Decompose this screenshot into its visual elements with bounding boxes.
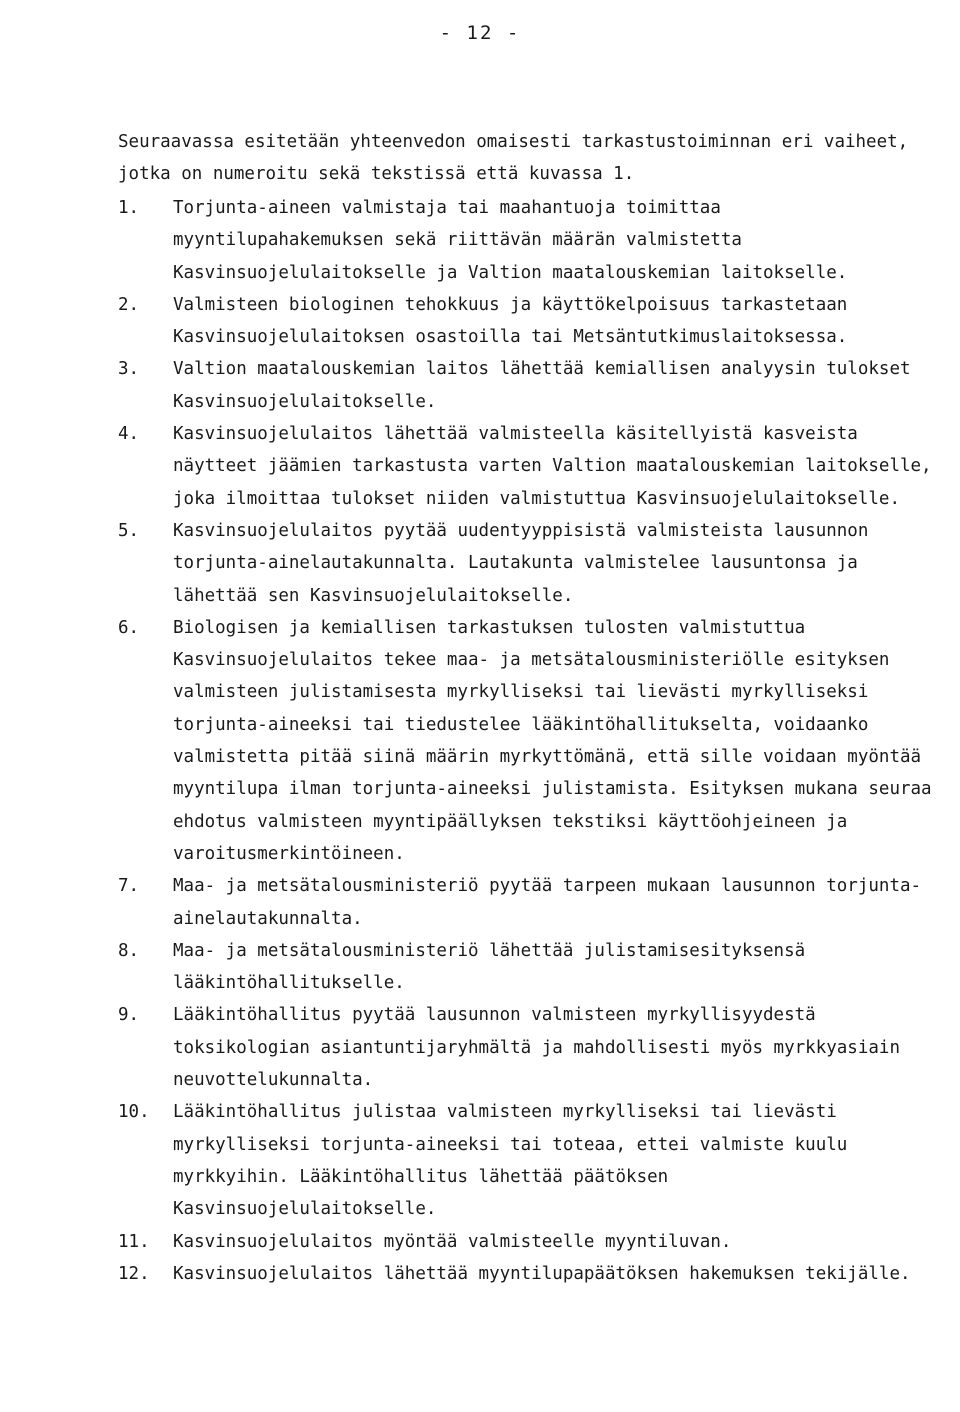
step-text: Maa- ja metsätalousministeriö lähettää julistamisesityksensä lääkintöhallitukselle. (173, 940, 806, 994)
step-number: 5. (118, 520, 140, 541)
step-text: Lääkintöhallitus julistaa valmisteen myrkylliseksi tai lievästi myrkylliseksi torjunta-aineeksi tai toteaa, ettei valmiste kuulu myrkkyihin. Lääkintöhallitus lähettää päätöksen Kasvinsuojelulaitokselle. (173, 1102, 848, 1220)
step-number: 4. (118, 424, 140, 445)
step-number: 7. (118, 876, 140, 897)
step-text: Biologisen ja kemiallisen tarkastuksen tulosten valmistuttua Kasvinsuojelulaitos tekee maa- ja metsätalousministeriölle esityksen valmisteen julistamisesta myrkylliseksi tai lievästi myrkylliseksi torjunta-aineeksi tai tiedustelee lääkintöhallitukselta, voidaanko valmistetta pitää siinä määrin myrkyttömänä, että sille voidaan myöntää myyntilupa ilman torjunta-aineeksi julistamista. Esityksen mukana seuraa ehdotus valmisteen myyntipäällyksen tekstiksi käyttöohjeineen ja varoitusmerkintöineen. (173, 617, 932, 864)
process-steps-list (118, 192, 940, 1290)
step-item-9 (118, 999, 940, 1096)
step-number: 11. (118, 1231, 150, 1252)
step-text: Kasvinsuojelulaitos lähettää valmisteella käsitellyistä kasveista näytteet jäämien tarkastusta varten Valtion maatalouskemian laitokselle, joka ilmoittaa tulokset niiden valmistuttua Kasvinsuojelulaitokselle. (173, 424, 932, 509)
step-text: Lääkintöhallitus pyytää lausunnon valmisteen myrkyllisyydestä toksikologian asiantuntijaryhmältä ja mahdollisesti myös myrkkyasiain neuvottelukunnalta. (173, 1005, 900, 1091)
step-text: Kasvinsuojelulaitos lähettää myyntilupapäätöksen hakemuksen tekijälle. (173, 1263, 911, 1284)
step-number: 8. (118, 940, 140, 961)
step-item-4 (118, 418, 940, 515)
step-item-1 (118, 192, 940, 289)
intro-paragraph: Seuraavassa esitetään yhteenvedon omaisesti tarkastustoiminnan eri vaiheet, jotka on numeroitu sekä tekstissä että kuvassa 1. (118, 132, 909, 184)
step-item-2 (118, 289, 940, 354)
step-item-8 (118, 935, 940, 1000)
page-number: - 12 - (439, 22, 521, 44)
step-text: Maa- ja metsätalousministeriö pyytää tarpeen mukaan lausunnon torjunta-ainelautakunnalta. (173, 876, 922, 929)
step-text: Torjunta-aineen valmistaja tai maahantuoja toimittaa myyntilupahakemuksen sekä riittävän määrän valmistetta Kasvinsuojelulaitokselle ja Valtion maatalouskemian laitokselle. (173, 198, 848, 283)
step-number: 6. (118, 617, 140, 638)
step-text: Kasvinsuojelulaitos pyytää uudentyyppisistä valmisteista lausunnon torjunta-ainelautakunnalta. Lautakunta valmistelee lausuntonsa ja lähettää sen Kasvinsuojelulaitokselle. (173, 520, 869, 606)
step-item-5 (118, 515, 940, 612)
step-number: 2. (118, 294, 140, 315)
step-item-3 (118, 353, 940, 418)
step-item-7 (118, 870, 940, 935)
step-number: 10. (118, 1102, 150, 1123)
step-number: 3. (118, 359, 140, 380)
step-text: Valtion maatalouskemian laitos lähettää kemiallisen analyysin tulokset Kasvinsuojelulaitokselle. (173, 359, 911, 412)
step-item-12 (118, 1258, 940, 1290)
step-number: 12. (118, 1263, 150, 1284)
step-item-11 (118, 1226, 940, 1258)
step-number: 1. (118, 198, 140, 218)
step-text: Kasvinsuojelulaitos myöntää valmisteelle myyntiluvan. (173, 1231, 732, 1252)
step-number: 9. (118, 1005, 140, 1026)
step-item-10 (118, 1096, 940, 1225)
step-item-6 (118, 612, 940, 870)
step-text: Valmisteen biologinen tehokkuus ja käyttökelpoisuus tarkastetaan Kasvinsuojelulaitoksen osastoilla tai Metsäntutkimuslaitoksessa. (173, 294, 848, 348)
